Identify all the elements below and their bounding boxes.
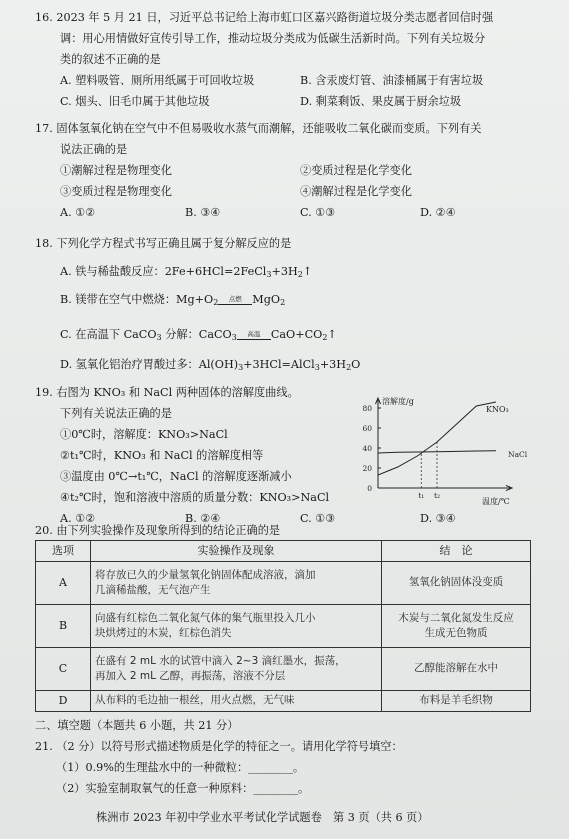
- section-title: 二、填空题（本题共 6 小题，共 21 分）: [35, 719, 239, 732]
- table-row: [36, 648, 531, 691]
- q17-option-b: B. ③④: [185, 206, 221, 219]
- y-tick-label: 60: [362, 424, 372, 433]
- q16-line1: 16. 2023 年 5 月 21 日，习近平总书记给上海市虹口区嘉兴路街道垃圾分类志愿者回信时强: [35, 11, 494, 24]
- series-label-kno3: KNO₃: [486, 405, 509, 414]
- q18-option-d: D. 氢氧化铝治疗胃酸过多：$Al(OH)_3+3HCl=AlCl_3+3H_2O$: [60, 358, 361, 372]
- q17-line2: 说法正确的是: [60, 143, 128, 156]
- q18-stem: 18. 下列化学方程式书写正确且属于复分解反应的是: [35, 237, 292, 250]
- header-conclusion: 结 论: [382, 541, 531, 562]
- page-footer: 株洲市 2023 年初中学业水平考试化学试题卷 第 3 页（共 6 页）: [96, 811, 429, 824]
- q19-statement-4: ④t₂℃时，饱和溶液中溶质的质量分数：KNO₃>NaCl: [60, 491, 330, 504]
- q19-statement-1: ①0℃时，溶解度：KNO₃>NaCl: [60, 428, 228, 441]
- q18-option-b: B. 镁带在空气中燃烧：$Mg+O_2$ 点燃 MgO$_2$: [60, 293, 286, 307]
- q19-line2: 下列有关说法正确的是: [60, 407, 172, 420]
- row-conclusion: 乙醇能溶解在水中: [382, 648, 531, 691]
- x-tick-label: t₂: [433, 491, 441, 500]
- q20-stem: 20. 由下列实验操作及现象所得到的结论正确的是: [35, 524, 281, 537]
- q17-option-a: A. ①②: [60, 206, 96, 219]
- table-row: [36, 691, 531, 712]
- y-tick-label: 40: [362, 444, 372, 453]
- y-tick-label: 0: [367, 484, 372, 493]
- q16-line3: 类的叙述不正确的是: [60, 53, 161, 66]
- row-option: A: [36, 562, 91, 605]
- q19-option-c: C. ①③: [300, 512, 336, 525]
- q16-option-a: A. 塑料吸管、厕所用纸属于可回收垃圾: [60, 74, 255, 87]
- q17-statement-1: ①潮解过程是物理变化: [60, 164, 172, 177]
- q19-option-d: D. ③④: [420, 512, 456, 525]
- x-axis-label: 温度/℃: [482, 497, 510, 506]
- series-line-kno3: [378, 402, 496, 475]
- row-option: B: [36, 605, 91, 648]
- q19-statement-3: ③温度由 0℃→t₁℃，NaCl 的溶解度逐渐减小: [60, 470, 292, 483]
- row-option: D: [36, 691, 91, 712]
- q19-option-b: B. ②④: [185, 512, 221, 525]
- row-conclusion: 氢氧化钠固体没变质: [382, 562, 531, 605]
- row-conclusion: 木炭与二氧化氮发生反应 生成无色物质: [382, 605, 531, 648]
- q18-option-c: C. 在高温下 CaCO$_3$ 分解：CaCO$_3$ 高温 $CaO+CO_2↑$: [60, 328, 337, 342]
- q16-option-b: B. 含汞废灯管、油漆桶属于有害垃圾: [300, 74, 484, 87]
- table-header-row: [36, 541, 531, 562]
- row-conclusion: 布料是羊毛织物: [382, 691, 531, 712]
- q19-statement-2: ②t₁℃时，KNO₃ 和 NaCl 的溶解度相等: [60, 449, 264, 462]
- q17-line1: 17. 固体氢氧化钠在空气中不但易吸收水蒸气而潮解，还能吸收二氧化碳而变质。下列有关: [35, 122, 482, 135]
- y-tick-label: 20: [362, 464, 372, 473]
- condition-ignite: 点燃: [218, 296, 252, 305]
- q19-line1: 19. 右图为 KNO₃ 和 NaCl 两种固体的溶解度曲线。: [35, 386, 299, 399]
- q16-option-d: D. 剩菜剩饭、果皮属于厨余垃圾: [300, 95, 462, 108]
- q19-option-a: A. ①②: [60, 512, 96, 525]
- q17-option-d: D. ②④: [420, 206, 456, 219]
- y-tick-label: 80: [362, 404, 372, 413]
- row-operation: 从布料的毛边抽一根丝，用火点燃，无气味: [91, 691, 382, 712]
- q17-statement-3: ③变质过程是物理变化: [60, 185, 172, 198]
- q21-stem: 21. （2 分）以符号形式描述物质是化学的特征之一。请用化学符号填空：: [35, 740, 403, 753]
- q21-part-2: （2）实验室制取氧气的任意一种原料：________。: [56, 782, 310, 795]
- q17-statement-2: ②变质过程是化学变化: [300, 164, 412, 177]
- experiment-table: [35, 540, 531, 712]
- table-row: [36, 562, 531, 605]
- series-label-nacl: NaCl: [508, 450, 528, 459]
- header-option: 选项: [36, 541, 91, 562]
- condition-high-temp: 高温: [237, 331, 271, 340]
- q17-statement-4: ④潮解过程是化学变化: [300, 185, 412, 198]
- table-row: [36, 605, 531, 648]
- q16-line2: 调：用心用情做好宣传引导工作，推动垃圾分类成为低碳生活新时尚。下列有关垃圾分: [60, 32, 486, 45]
- row-operation: 将存放已久的少量氢氧化钠固体配成溶液，滴加 几滴稀盐酸，无气泡产生: [91, 562, 382, 605]
- q21-part-1: （1）0.9%的生理盐水中的一种微粒：________。: [56, 761, 305, 774]
- solubility-chart: [350, 396, 530, 508]
- row-option: C: [36, 648, 91, 691]
- q17-option-c: C. ①③: [300, 206, 336, 219]
- x-tick-label: t₁: [418, 491, 425, 500]
- q18-option-a: A. 铁与稀盐酸反应：$2Fe+6HCl=2FeCl_3+3H_2↑$: [60, 265, 313, 279]
- row-operation: 向盛有红棕色二氧化氮气体的集气瓶里投入几小 块烘烤过的木炭，红棕色消失: [91, 605, 382, 648]
- y-axis-label: 溶解度/g: [382, 397, 414, 406]
- q16-option-c: C. 烟头、旧毛巾属于其他垃圾: [60, 95, 210, 108]
- header-operation: 实验操作及现象: [91, 541, 382, 562]
- row-operation: 在盛有 2 mL 水的试管中滴入 2~3 滴红墨水，振荡， 再加入 2 mL 乙醇，再振荡，溶液不分层: [91, 648, 382, 691]
